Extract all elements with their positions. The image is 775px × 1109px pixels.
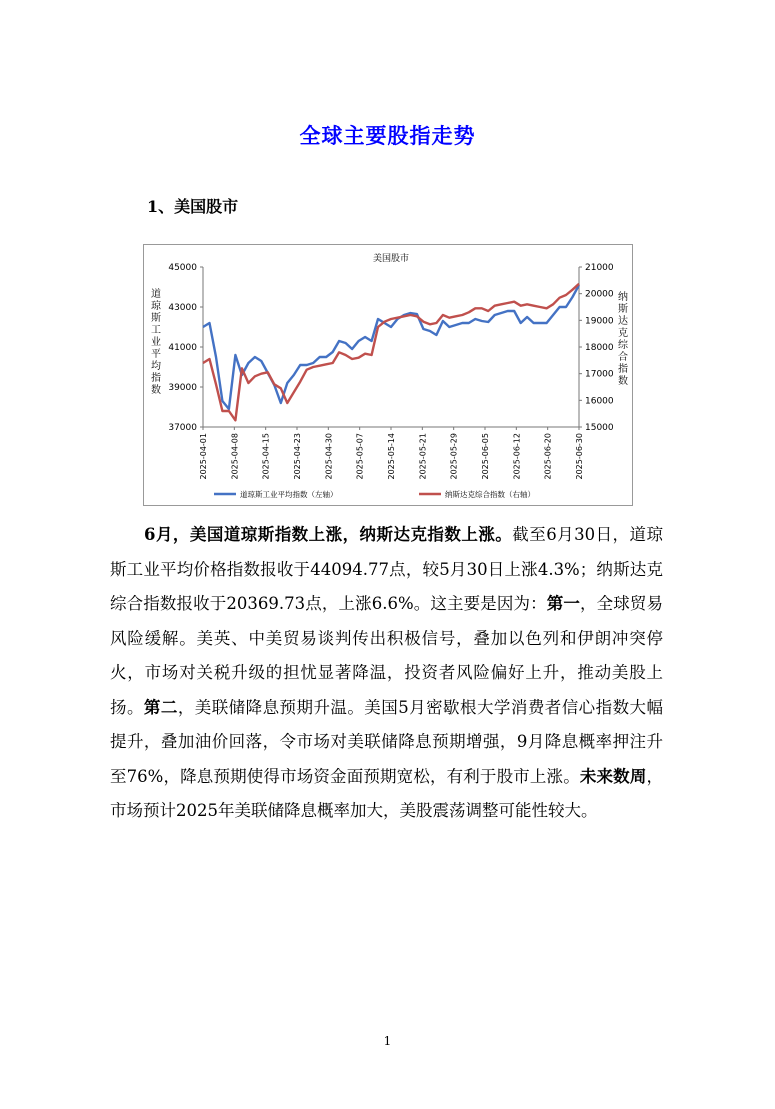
right-tick-label: 19000 (585, 316, 614, 327)
bold-future: 未来数周 (579, 766, 647, 786)
left-tick-label: 37000 (168, 423, 197, 433)
chart-title: 美国股市 (372, 254, 410, 264)
page-title: 全球主要股指走势 (299, 123, 476, 148)
left-axis-label-char: 指 (151, 373, 161, 384)
x-tick-label: 2025-05-21 (418, 433, 428, 480)
text-p1: 截至6月30日，道琼斯工业平均价格指数报收于44094.77点，较5月30日上涨4.3%；纳斯达克综合指数报收于20369.73点，上涨6.6%。这主要是因为： (110, 525, 663, 613)
text-p3: ，美联储降息预期升温。美国5月密歇根大学消费者信心指数大幅提升，叠加油价回落，令市场对美联储降息预期增强，9月降息概率押注升至76%，降息预期使得市场资金面预期宽松，有利于股市上涨。 (110, 697, 663, 786)
right-axis-label-char: 综 (618, 340, 628, 351)
right-tick-label: 20000 (585, 289, 614, 300)
left-tick-label: 45000 (168, 263, 197, 273)
legend-label-nasdaq: 纳斯达克综合指数（右轴） (445, 490, 535, 499)
left-axis-label-char: 道 (151, 289, 161, 300)
left-axis-label-char: 平 (151, 349, 161, 360)
x-tick-label: 2025-06-12 (512, 433, 522, 480)
us-stock-chart (143, 244, 633, 506)
legend-label-dow: 道琼斯工业平均指数（左轴） (240, 490, 338, 499)
left-axis-label-char: 均 (151, 361, 161, 372)
x-tick-label: 2025-04-23 (293, 433, 302, 480)
x-tick-label: 2025-04-01 (199, 433, 208, 480)
bold-first: 第一 (546, 594, 580, 613)
section-heading: 1、美国股市 (147, 197, 239, 216)
page-number: 1 (383, 1034, 392, 1048)
body-paragraph (110, 518, 663, 829)
left-axis-label-char: 业 (151, 337, 161, 348)
left-axis-label-char: 斯 (151, 313, 161, 324)
right-axis-label-char: 克 (618, 328, 628, 339)
bold-second: 第二 (143, 697, 178, 717)
right-axis-label-char: 数 (618, 376, 628, 387)
x-tick-label: 2025-05-07 (355, 433, 365, 480)
right-axis-label-char: 纳 (618, 292, 628, 303)
x-tick-label: 2025-04-30 (324, 433, 334, 480)
x-tick-label: 2025-06-20 (543, 433, 553, 480)
lead-bold: 6月，美国道琼斯指数上涨，纳斯达克指数上涨。 (144, 525, 513, 544)
left-tick-label: 43000 (168, 303, 197, 313)
left-axis-label-char: 工 (151, 325, 161, 336)
x-tick-label: 2025-06-30 (575, 433, 584, 480)
dow-jones-line (203, 285, 579, 409)
right-axis-label-char: 达 (618, 316, 628, 327)
text-p4: ，市场预计2025年美联储降息概率加大，美股震荡调整可能性较大。 (110, 766, 663, 820)
x-tick-label: 2025-05-29 (449, 433, 459, 480)
x-tick-label: 2025-04-08 (230, 433, 240, 480)
right-axis-label-char: 合 (618, 352, 628, 363)
right-tick-label: 18000 (585, 343, 614, 353)
right-axis-label-char: 指 (618, 364, 628, 375)
right-axis-label-char: 斯 (618, 304, 628, 315)
nasdaq-line (203, 284, 579, 421)
right-tick-label: 21000 (585, 263, 614, 273)
right-tick-label: 16000 (585, 396, 614, 407)
left-tick-label: 39000 (168, 383, 197, 393)
right-tick-label: 17000 (585, 369, 614, 380)
left-axis-label-char: 琼 (151, 301, 161, 312)
x-tick-label: 2025-06-05 (481, 433, 490, 480)
left-tick-label: 41000 (168, 343, 197, 353)
x-tick-label: 2025-05-14 (387, 433, 396, 480)
text-p2: ，全球贸易风险缓解。美英、中美贸易谈判传出积极信号，叠加以色列和伊朗冲突停火，市场对关税升级的担忧显著降温，投资者风险偏好上升，推动美股上扬。 (110, 594, 663, 717)
chart-svg (144, 245, 634, 507)
x-tick-label: 2025-04-15 (261, 433, 271, 480)
right-tick-label: 15000 (585, 423, 614, 433)
left-axis-label-char: 数 (151, 385, 161, 396)
